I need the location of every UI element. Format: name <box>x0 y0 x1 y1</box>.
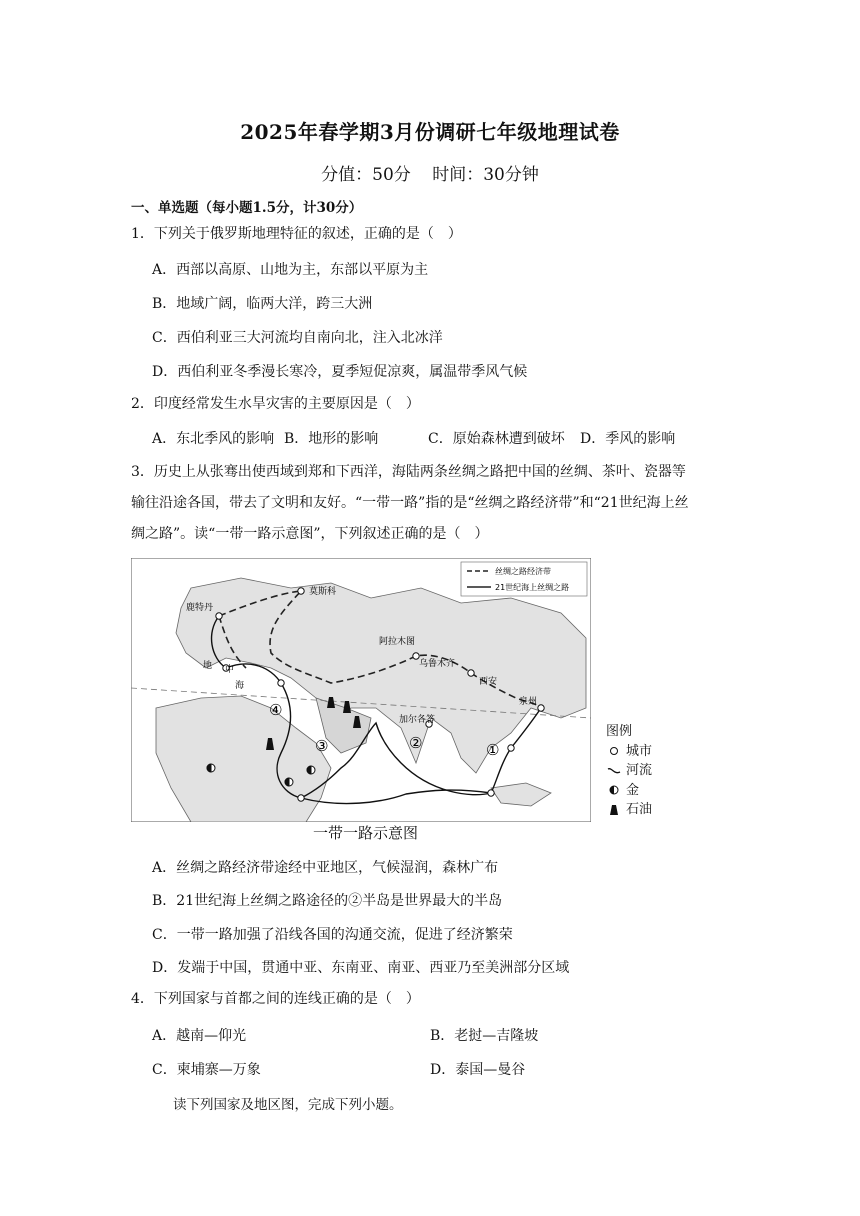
section-heading: 一、单选题（每小题1.5分，计30分） <box>131 200 363 216</box>
city-label-rotterdam: 鹿特丹 <box>186 603 214 613</box>
legend-gold-label: 金 <box>626 782 640 798</box>
city-label-kolkata: 加尔各答 <box>399 715 436 725</box>
question-1-option-c: C．西伯利亚三大河流均自南向北，注入北冰洋 <box>152 330 443 346</box>
time-label: 时间：30分钟 <box>432 165 539 185</box>
med-label-1: 地 <box>203 661 213 671</box>
map-caption: 一带一路示意图 <box>313 824 419 842</box>
city-marker <box>298 588 304 594</box>
question-3-option-d: D．发端于中国，贯通中亚、东南亚、南亚、西亚乃至美洲部分区域 <box>152 960 570 976</box>
city-marker <box>468 670 474 676</box>
question-4-option-a: A．越南—仰光 <box>152 1028 247 1044</box>
question-1-stem: 1．下列关于俄罗斯地理特征的叙述，正确的是（ ） <box>131 226 462 242</box>
city-marker <box>508 745 514 751</box>
city-label-almaty: 阿拉木图 <box>379 637 416 647</box>
legend-city <box>606 742 652 762</box>
map-legend <box>606 722 652 820</box>
city-marker <box>298 795 304 801</box>
question-4-option-c: C．柬埔寨—万象 <box>152 1062 261 1078</box>
question-1-option-d: D．西伯利亚冬季漫长寒冷，夏季短促凉爽，属温带季风气候 <box>152 364 528 380</box>
question-2-option-a: A．东北季风的影响 <box>152 431 275 447</box>
question-4-stem: 4．下列国家与首都之间的连线正确的是（ ） <box>131 991 420 1007</box>
question-3-option-c: C．一带一路加强了沿线各国的沟通交流，促进了经济繁荣 <box>152 927 513 943</box>
river-icon <box>606 766 622 776</box>
city-marker <box>538 705 544 711</box>
question-1-option-b: B．地域广阔，临两大洋，跨三大洲 <box>152 296 373 312</box>
label-number-3: ③ <box>315 737 329 755</box>
lead-instruction: 读下列国家及地区图，完成下列小题。 <box>173 1097 403 1113</box>
key-sea-label: 21世纪海上丝绸之路 <box>495 583 570 592</box>
question-4-option-d: D．泰国—曼谷 <box>430 1062 526 1078</box>
label-number-4: ④ <box>269 701 283 719</box>
legend-oil <box>606 800 652 820</box>
question-3-option-a: A．丝绸之路经济带途经中亚地区，气候湿润，森林广布 <box>152 860 499 876</box>
legend-oil-label: 石油 <box>626 802 653 817</box>
question-4-option-b: B．老挝—吉隆坡 <box>430 1028 539 1044</box>
question-2-option-c: C．原始森林遭到破坏 <box>428 431 565 447</box>
question-3-stem <box>131 460 731 547</box>
question-3-line-1: 3．历史上从张骞出使西域到郑和下西洋，海陆两条丝绸之路把中国的丝绸、茶叶、瓷器等 <box>131 464 686 480</box>
gold-legend-icon <box>606 785 622 795</box>
score-label: 分值：50分 <box>321 165 411 185</box>
question-3-option-b: B．21世纪海上丝绸之路途径的②半岛是世界最大的半岛 <box>152 893 503 909</box>
label-number-2: ② <box>409 734 423 752</box>
city-marker <box>216 613 222 619</box>
question-2-stem: 2．印度经常发生水旱灾害的主要原因是（ ） <box>131 396 420 412</box>
city-icon <box>606 746 622 756</box>
belt-road-map <box>131 558 591 822</box>
key-land-label: 丝绸之路经济带 <box>495 567 551 576</box>
city-marker <box>278 680 284 686</box>
label-number-1: ① <box>486 741 500 759</box>
legend-city-label: 城市 <box>626 743 653 759</box>
city-label-xian: 西安 <box>479 677 498 687</box>
legend-river <box>606 761 652 781</box>
city-label-quanzhou: 泉州 <box>519 697 538 707</box>
med-label-3: 海 <box>235 681 245 691</box>
city-label-moscow: 莫斯科 <box>309 587 337 597</box>
oil-legend-icon <box>606 804 622 816</box>
question-2-option-b: B．地形的影响 <box>284 431 379 447</box>
question-2-option-d: D．季风的影响 <box>580 431 676 447</box>
exam-meta <box>0 160 860 185</box>
exam-title: 2025年春学期3月份调研七年级地理试卷 <box>240 120 620 144</box>
legend-river-label: 河流 <box>626 763 653 778</box>
question-1-option-a: A．西部以高原、山地为主，东部以平原为主 <box>152 262 429 278</box>
med-label-2: 中 <box>225 665 235 675</box>
question-3-line-2: 输往沿途各国，带去了文明和友好。“一带一路”指的是“丝绸之路经济带”和“21世纪海上丝 <box>131 495 689 511</box>
legend-title: 图例 <box>606 724 633 739</box>
legend-gold <box>606 781 652 801</box>
city-label-urumqi: 乌鲁木齐 <box>419 659 456 669</box>
city-marker <box>488 790 494 796</box>
question-3-line-3: 绸之路”。读“一带一路示意图”，下列叙述正确的是（ ） <box>131 526 489 542</box>
